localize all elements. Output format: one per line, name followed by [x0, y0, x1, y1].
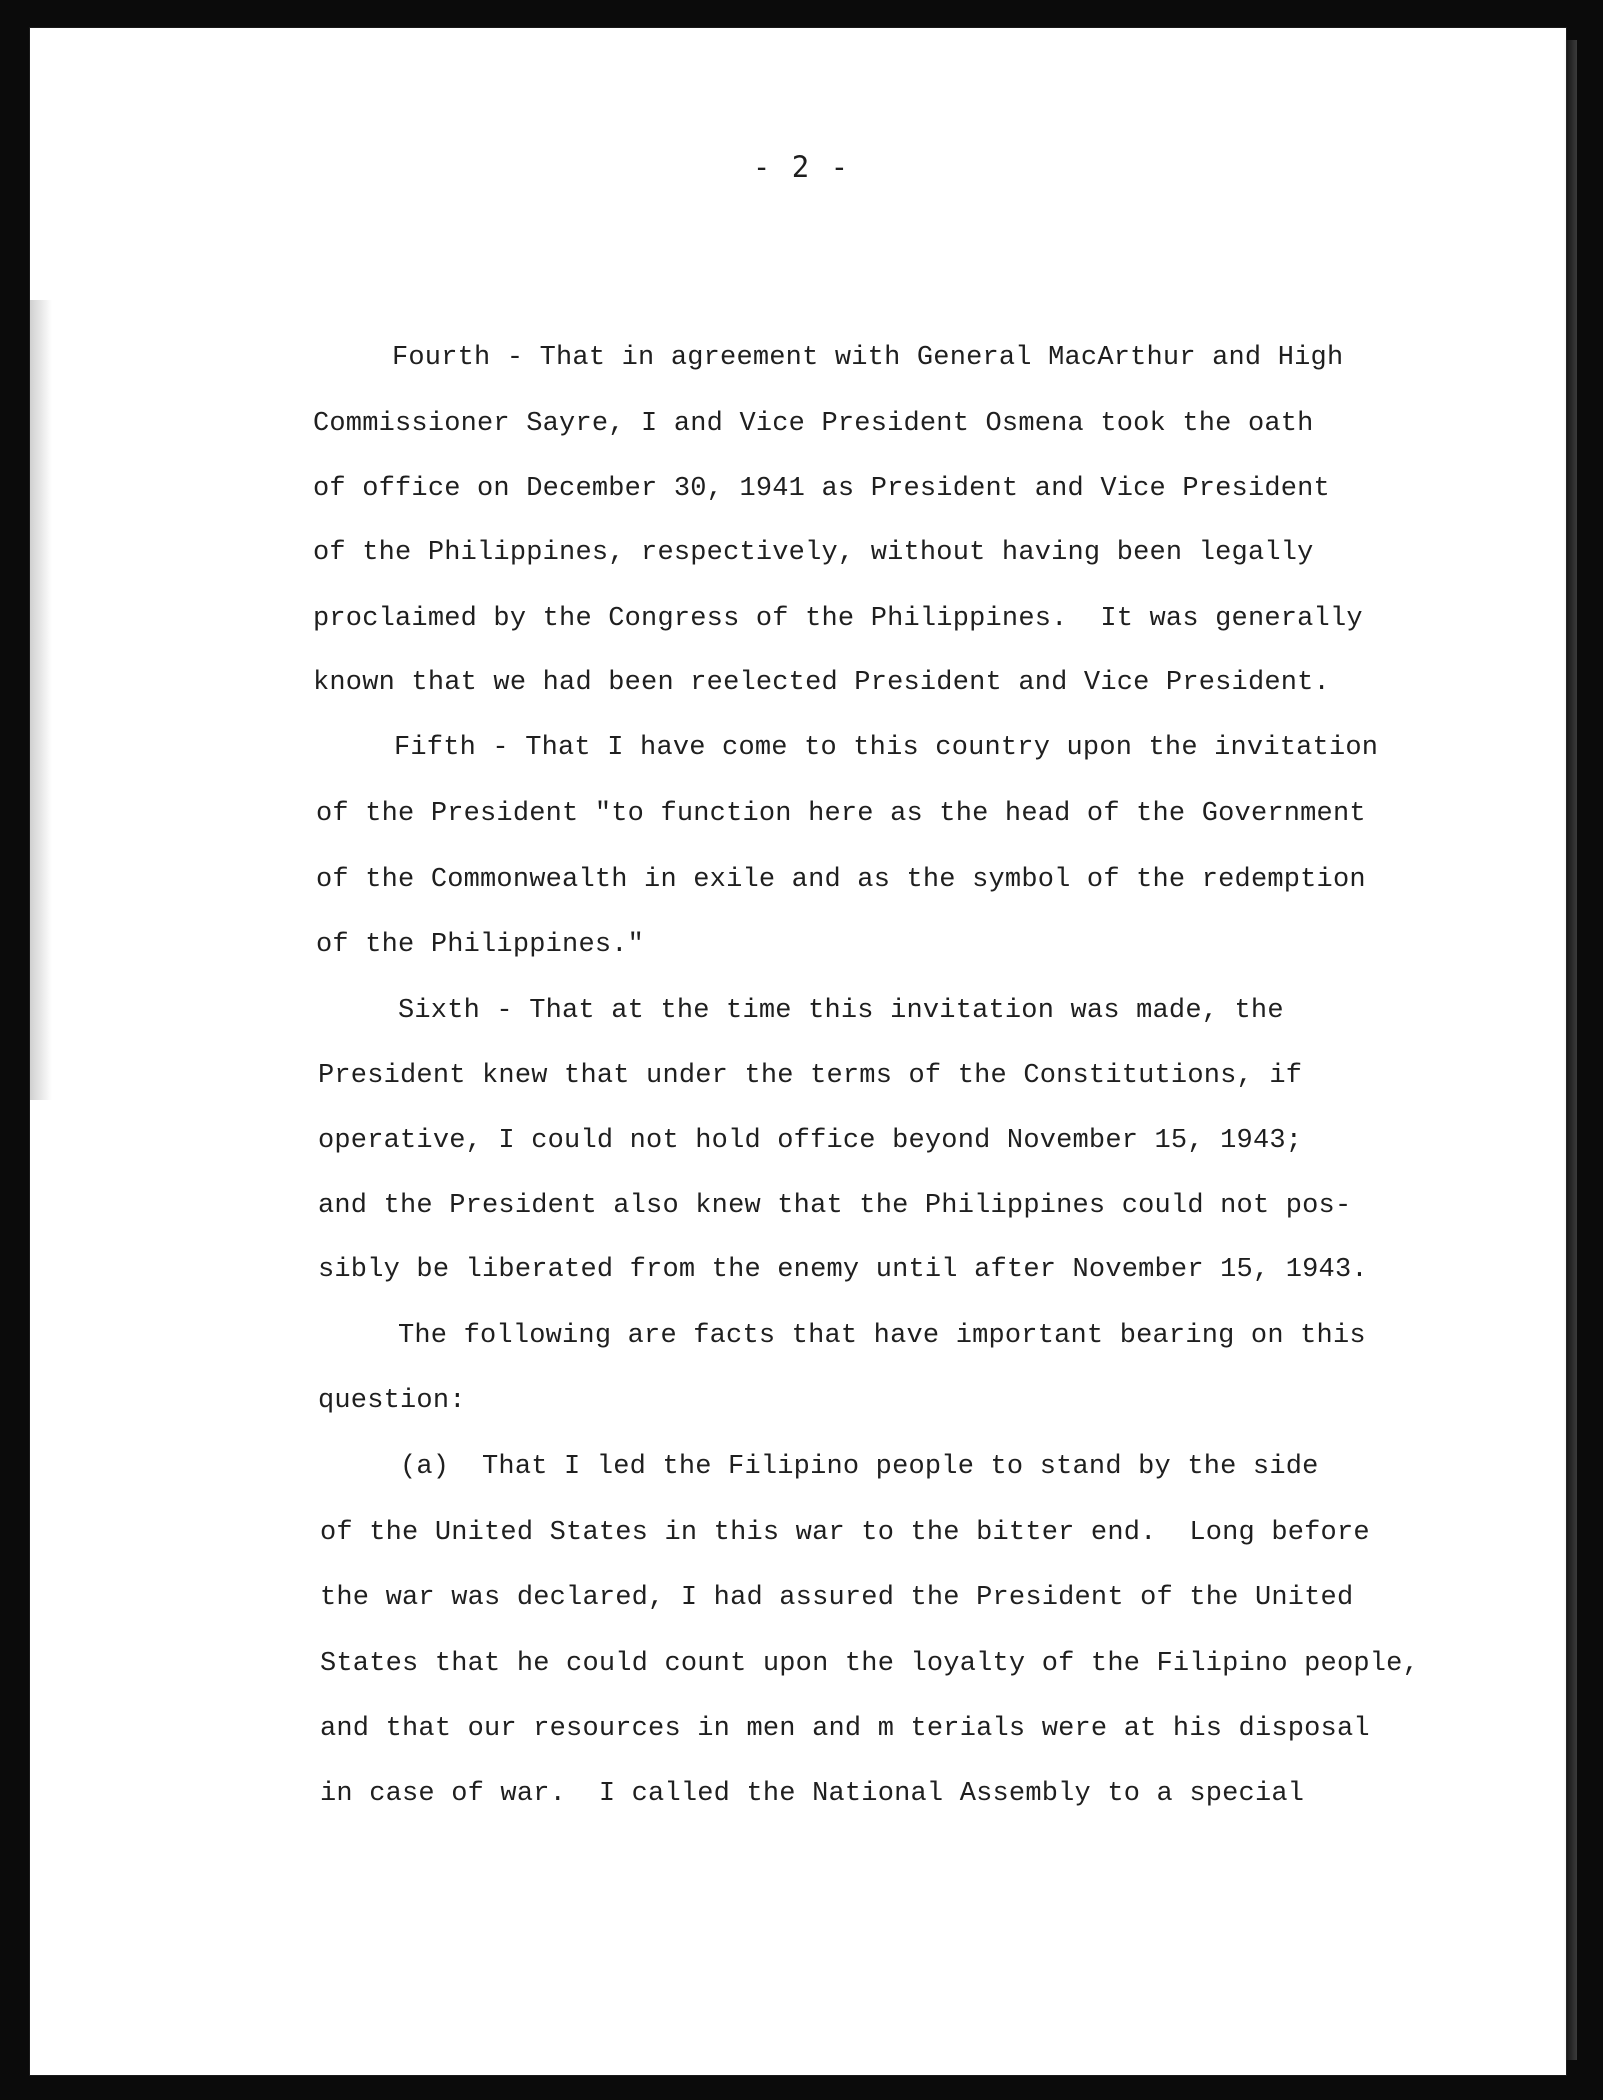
text-line: of the Commonwealth in exile and as the symbol of the redemption: [316, 865, 1366, 895]
text-line: Fifth - That I have come to this country upon the invitation: [394, 733, 1379, 763]
text-line: operative, I could not hold office beyond November 15, 1943;: [318, 1126, 1303, 1156]
text-line: in case of war. I called the National Assembly to a special: [320, 1779, 1305, 1809]
page-number: - 2 -: [752, 150, 851, 184]
document-page: [30, 28, 1566, 2075]
text-line: Sixth - That at the time this invitation was made, the: [398, 996, 1284, 1026]
text-line: and that our resources in men and m terials were at his disposal: [320, 1714, 1370, 1744]
text-line: President knew that under the terms of the Constitutions, if: [318, 1061, 1303, 1091]
text-line: States that he could count upon the loyalty of the Filipino people,: [320, 1649, 1419, 1679]
text-line: sibly be liberated from the enemy until after November 15, 1943.: [318, 1255, 1368, 1285]
text-line: and the President also knew that the Philippines could not pos-: [318, 1191, 1352, 1221]
text-line: of office on December 30, 1941 as President and Vice President: [313, 474, 1330, 504]
text-line: Fourth - That in agreement with General MacArthur and High: [392, 343, 1344, 373]
text-line: (a) That I led the Filipino people to stand by the side: [400, 1452, 1319, 1482]
text-line: proclaimed by the Congress of the Philippines. It was generally: [313, 604, 1363, 634]
text-line: question:: [318, 1386, 466, 1416]
text-line: known that we had been reelected President and Vice President.: [313, 668, 1330, 698]
text-line: The following are facts that have important bearing on this: [398, 1321, 1366, 1351]
scan-shadow-left: [30, 300, 52, 1100]
text-line: of the Philippines, respectively, without having been legally: [313, 538, 1314, 568]
text-line: of the President "to function here as the head of the Government: [316, 799, 1366, 829]
text-line: of the Philippines.": [316, 930, 645, 960]
text-line: of the United States in this war to the bitter end. Long before: [320, 1518, 1370, 1548]
text-line: Commissioner Sayre, I and Vice President Osmena took the oath: [313, 409, 1314, 439]
scan-shadow-right: [1563, 40, 1577, 2060]
text-line: the war was declared, I had assured the President of the United: [320, 1583, 1354, 1613]
